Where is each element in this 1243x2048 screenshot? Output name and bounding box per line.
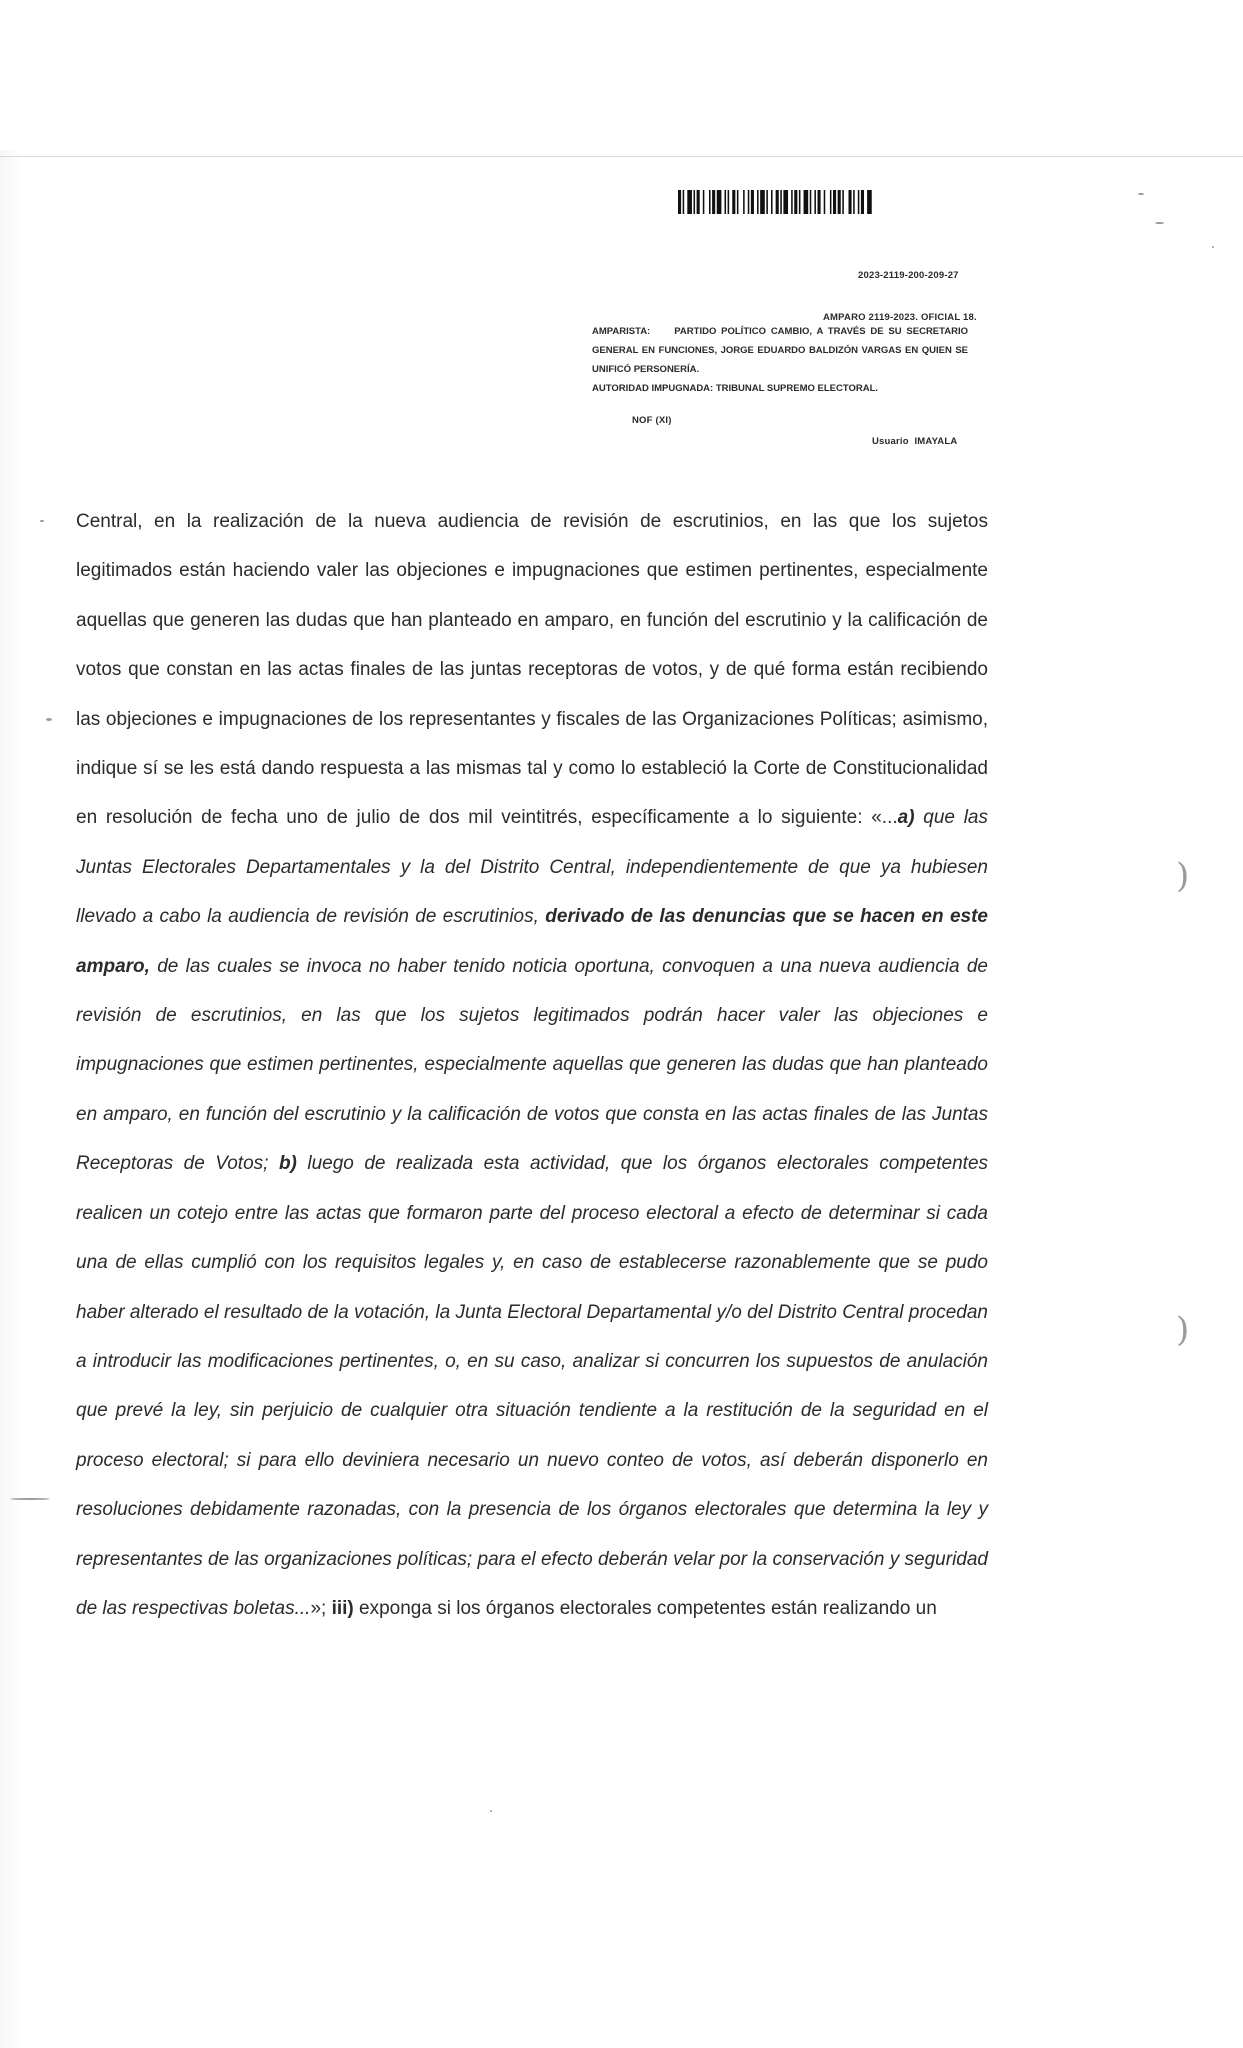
amparista-paragraph [592, 322, 968, 379]
autoridad-line: AUTORIDAD IMPUGNADA: TRIBUNAL SUPREMO ELECTORAL. [592, 383, 879, 394]
barcode-bar [694, 190, 696, 214]
barcode-bar [861, 190, 864, 214]
amparista-label: AMPARISTA: [592, 326, 651, 337]
barcode-bar [783, 190, 788, 214]
barcode-bar [791, 190, 793, 214]
barcode-bar [697, 190, 700, 214]
barcode-bar [687, 190, 692, 214]
scan-edge-line [0, 156, 1243, 157]
barcode-bar [776, 190, 779, 214]
barcode-bar [830, 190, 832, 214]
barcode-bar [799, 190, 801, 214]
amparo-line: AMPARO 2119-2023. OFICIAL 18. [823, 312, 977, 323]
quote-italic-1: que las Juntas Electorales Departamentales y la del Distrito Central, independientemente de que ya hubiesen llevado a cabo la audiencia de revisión de escrutinios, [76, 807, 989, 928]
barcode-bar [725, 190, 727, 214]
quote-italic-2: de las cuales se invoca no haber tenido noticia oportuna, convoquen a una nueva audiencia de revisión de escrutinios, en las que los sujetos legitimados podrán hacer valer las objeciones e impugnaciones que estimen pertinentes, especialmente aquellas que generen las dudas que han planteado en amparo, en función del escrutinio y la calificación de votos que consta en las actas finales de las Juntas Receptoras de Votos; [76, 955, 988, 1175]
quote-italic-3: luego de realizada esta actividad, que los órganos electorales competentes realicen un cotejo entre las actas que formaron parte del proceso electoral a efecto de determinar si cada una de ellas cumplió con los requisitos legales y, en caso de establecerse razonablemente que se pudo haber alterado el resultado de la votación, la Junta Electoral Departamental y/o del Distrito Central procedan a introducir las modificaciones pertinentes, o, en su caso, analizar si concurren los supuestos de anulación que prevé la ley, sin perjuicio de cualquier otra situación tendiente a la restitución de la seguridad en el proceso electoral; si para ello deviniera necesario un nuevo conteo de votos, así deberán disponerlo en resoluciones debidamente razonadas, con la presencia de los órganos electorales que determina la ley y representantes de las organizaciones políticas; para el efecto deberán velar por la conservación y seguridad de las respectivas boletas... [76, 1153, 989, 1619]
file-number: 2023-2119-200-209-27 [858, 270, 959, 281]
barcode-bar [818, 190, 821, 214]
barcode [678, 190, 954, 214]
barcode-bar [712, 190, 715, 214]
usuario-name: IMAYALA [914, 436, 958, 447]
barcode-bar [833, 190, 836, 214]
barcode-bar [737, 190, 739, 214]
case-caption [592, 322, 968, 398]
amparista-text: PARTIDO POLÍTICO CAMBIO, A TRAVÉS DE SU SECRETARIO GENERAL EN FUNCIONES, JORGE EDUARDO BALDIZÓN VARGAS EN QUIEN SE UNIFICÓ PERSONERÍA. [592, 326, 968, 375]
item-iii-marker: iii) [331, 1597, 354, 1619]
barcode-bar [853, 190, 855, 214]
barcode-bar [757, 190, 759, 214]
scan-left-shadow [0, 150, 22, 2048]
body-intro: Central, en la realización de la nueva audiencia de revisión de escrutinios, en las que los sujetos legitimados están haciendo valer las objeciones e impugnaciones que estimen pertinentes, especialmente aquellas que generen las dudas que han planteado en amparo, en función del escrutinio y la calificación de votos que constan en las actas finales de las juntas receptoras de votos, y de qué forma están recibiendo las objeciones e impugnaciones de los representantes y fiscales de las Organizaciones Políticas; asimismo, indique sí se les está dando respuesta a las mismas tal y como lo estableció la Corte de Constitucionalidad en resolución de fecha uno de julio de dos mil veintitrés, específicamente a lo siguiente: «... [76, 511, 988, 829]
barcode-bar [717, 190, 722, 214]
usuario-label: Usuario [872, 436, 909, 447]
barcode-bar [751, 190, 754, 214]
scan-speck [490, 1810, 492, 1812]
body-end: exponga si los órganos electorales competentes están realizando un [353, 1597, 937, 1619]
barcode-bar [814, 190, 816, 214]
barcode-bar [709, 190, 711, 214]
nof-code: NOF (XI) [632, 415, 672, 426]
barcode-bar [771, 190, 773, 214]
barcode-bar [842, 190, 844, 214]
margin-paren-mark: ) [1176, 1310, 1190, 1350]
item-a-marker: a) [897, 807, 915, 829]
scan-speck [10, 1498, 50, 1500]
barcode-bar [743, 190, 745, 214]
scan-speck [46, 718, 52, 721]
barcode-bar [728, 190, 730, 214]
item-b-marker: b) [278, 1153, 297, 1175]
barcode-bar [766, 190, 768, 214]
usuario-line [872, 436, 957, 447]
barcode-bar [678, 190, 681, 214]
close-quote: »; [310, 1597, 332, 1619]
barcode-bar [748, 190, 750, 214]
margin-paren-mark: ) [1176, 856, 1190, 896]
barcode-bar [780, 190, 782, 214]
barcode-bar [858, 190, 860, 214]
barcode-bar [849, 190, 852, 214]
body-paragraph [76, 497, 988, 1633]
barcode-bar [867, 190, 872, 214]
barcode-bar [804, 190, 809, 214]
scan-speck [40, 520, 44, 522]
barcode-bar [824, 190, 826, 214]
scan-speck [1138, 193, 1144, 195]
bold-phrase: derivado de las denuncias que se hacen en este amparo, [76, 906, 988, 977]
scan-speck [1212, 246, 1214, 248]
barcode-bar [732, 190, 735, 214]
barcode-bar [703, 190, 705, 214]
barcode-bar [794, 190, 797, 214]
barcode-bar [683, 190, 685, 214]
scan-speck [1155, 222, 1164, 224]
barcode-bar [760, 190, 765, 214]
barcode-bar [810, 190, 812, 214]
barcode-bar [838, 190, 841, 214]
